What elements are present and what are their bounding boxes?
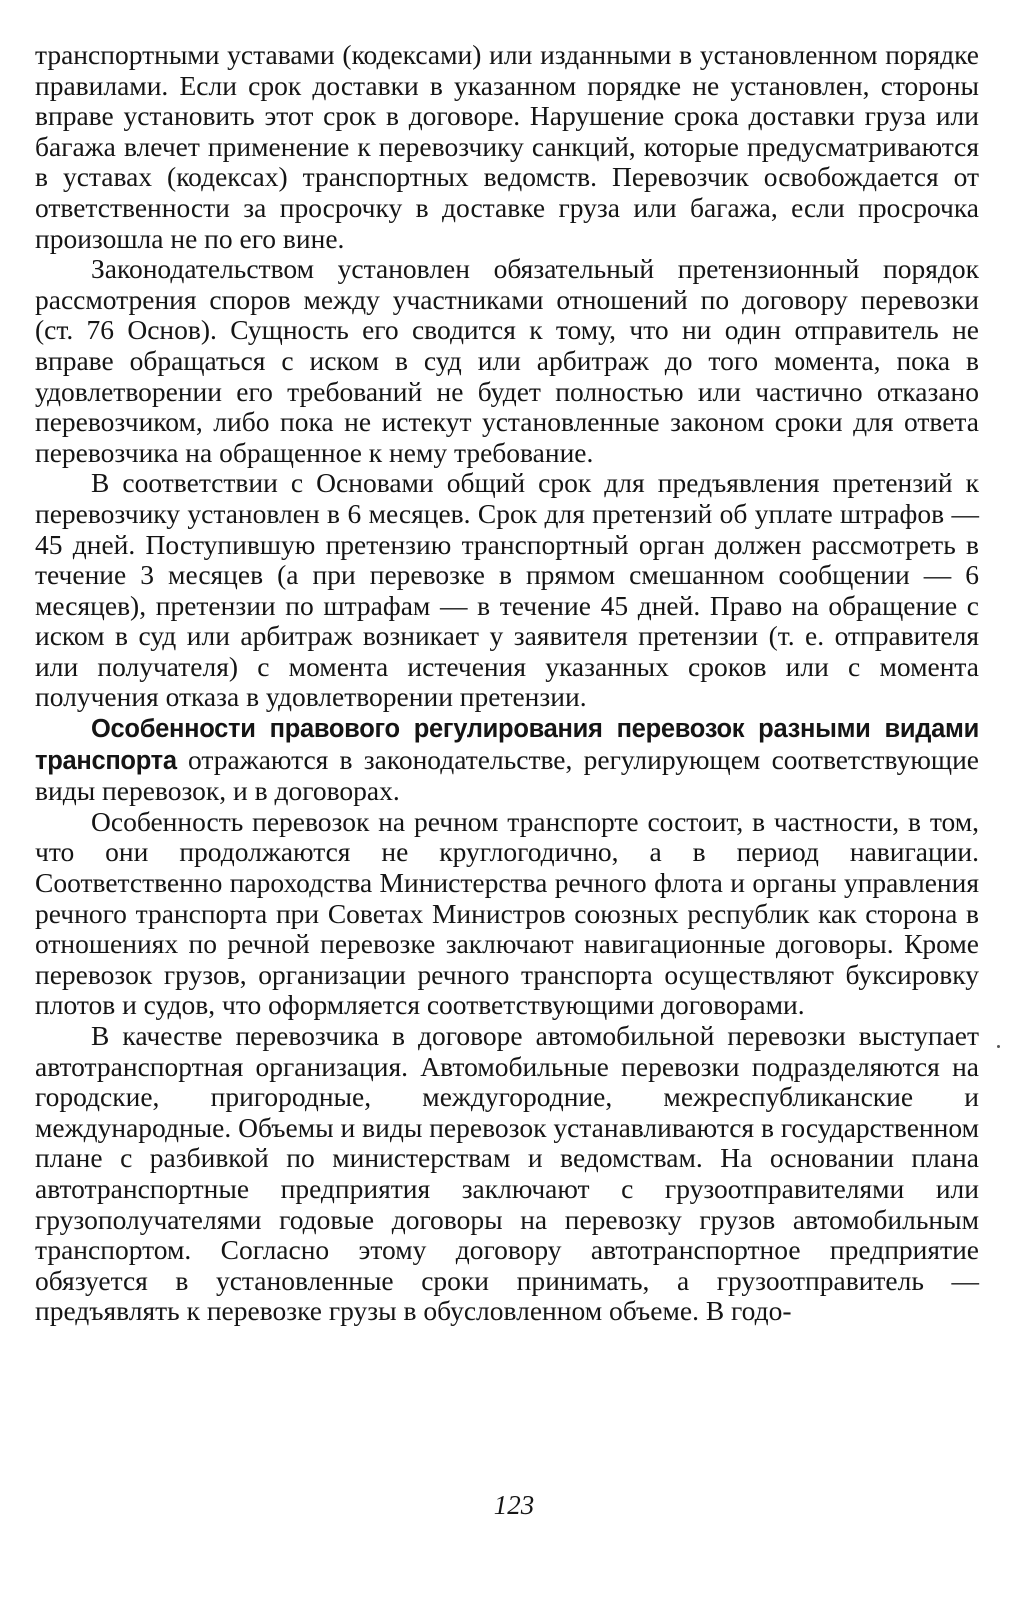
paragraph-1: транспортными уставами (кодексами) или изданными в установленном порядке правилами. Если срок доставки в указанном порядке не установлен, стороны вправе установить этот срок в договоре. Нарушение срока доставки груза или багажа влечет применение к перевозчику санкций, которые предусматриваются в уставах (кодексах) транспортных ведомств. Перевозчик освобождается от ответственности за просрочку в доставке груза или багажа, если просрочка произошла не по его вине. bbox=[35, 39, 979, 254]
paragraph-4-text: отражаются в законодательстве, регулирующем соответствующие виды перевозок, и в договорах. bbox=[35, 743, 979, 807]
paragraph-3: В соответствии с Основами общий срок для предъявления претензий к перевозчику установлен в 6 месяцев. Срок для претензий об уплате штрафов — 45 дней. Поступившую претензию транспортный орган должен рассмотреть в течение 3 месяцев (а при перевозке в прямом смешанном сообщении — 6 месяцев), претензии по штрафам — в течение 45 дней. Право на обращение с иском в суд или арбитраж возникает у заявителя претензии (т. е. отправителя или получателя) с момента истечения указанных сроков или с момента получения отказа в удовлетворении претензии. bbox=[35, 467, 979, 713]
page-number: 123 bbox=[493, 1490, 535, 1520]
section-heading-inline: Особенности правового регулирования перевозок разными видами транспорта bbox=[35, 715, 979, 775]
page-body bbox=[35, 40, 979, 1327]
paragraph-2: Законодательством установлен обязательный претензионный порядок рассмотрения споров между участниками отношений по договору перевозки (ст. 76 Основ). Сущность его сводится к тому, что ни один отправитель не вправе обращаться с иском в суд или арбитраж до того момента, пока в удовлетворении его требований не будет полностью или частично отказано перевозчиком, либо пока не истекут установленные законом сроки для ответа перевозчика на обращенное к нему требование. bbox=[35, 253, 979, 468]
paragraph-5: Особенность перевозок на речном транспорте состоит, в частности, в том, что они продолжаются не круглогодично, а в период навигации. Соответственно пароходства Министерства речного флота и органы управления речного транспорта при Советах Министров союзных республик как сторона в отношениях по речной перевозке заключают навигационные договоры. Кроме перевозок грузов, организации речного транспорта осуществляют буксировку плотов и судов, что оформляется соответствующими договорами. bbox=[35, 805, 979, 1021]
paragraph-6: В качестве перевозчика в договоре автомобильной перевозки выступает автотранспортная организация. Автомобильные перевозки подразделяются на городские, пригородные, междугородние, межреспубликанские и международные. Объемы и виды перевозок устанавливаются в государственном плане с разбивкой по министерствам и ведомствам. На основании плана автотранспортные предприятия заключают с грузоотправителями или грузополучателями годовые договоры на перевозку грузов автомобильным транспортом. Согласно этому договору автотранспортное предприятие обязуется в установленные сроки принимать, а грузоотправитель — предъявлять к перевозке грузы в обусловленном объеме. В годо- bbox=[35, 1020, 979, 1327]
paragraph-4 bbox=[35, 713, 979, 807]
scan-speck bbox=[997, 1045, 1000, 1048]
